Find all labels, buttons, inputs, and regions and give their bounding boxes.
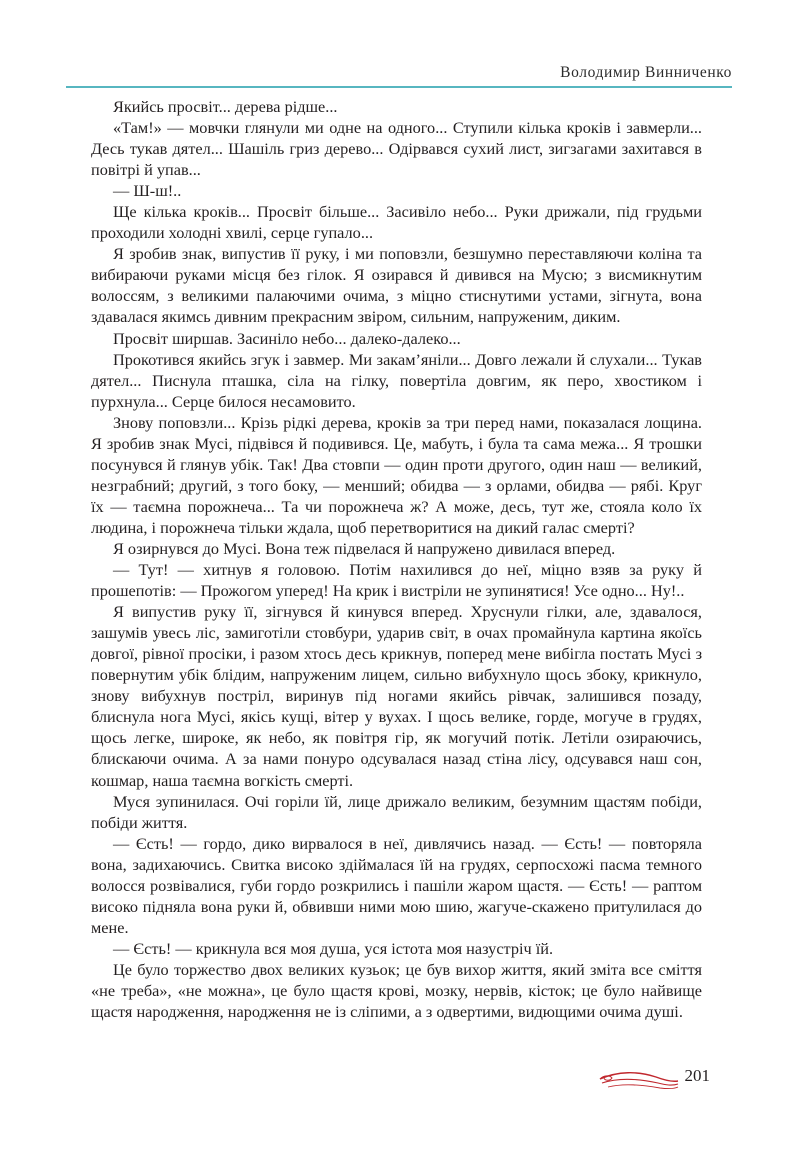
author-name: Володимир Винниченко (560, 64, 732, 81)
paragraph: Якийсь просвіт... дерева рідше... (113, 97, 338, 116)
paragraph: Знову поповзли... Крізь рідкі дерева, кроків за три перед нами, показалася лощина. Я зробив знак Мусі, підвівся й подивився. Це, мабуть, і була та сама межа... Я трошки посунувся й глянув убік. Так! Два стовпи — один проти другого, один наш — великий, незграбний; другий, з того боку, — менший; обидва — з орлами, обидва — рябі. Круг їх — таємна порожнеча... Та чи порожнеча ж? А може, десь, тут же, стояла коло їх людина, і порожнеча тільки ждала, щоб перетворитися на дикий галас смерті? (91, 412, 702, 537)
paragraph: — Тут! — хитнув я головою. Потім нахилився до неї, міцно взяв за руку й прошепотів: — Прожогом уперед! На крик і вистріли не зупинятися! Усе одно... Ну!.. (91, 560, 702, 601)
header-divider (66, 86, 732, 88)
paragraph: — Єсть! — гордо, дико вирвалося в неї, дивлячись назад. — Єсть! — повторяла вона, задихаючись. Свитка високо здіймалася їй на грудях, серпосхожі пасма темного волосся розвівалися, губи гордо розкрились і пашіли жаром щастя. — Єсть! — раптом високо підняла вона руки й, обвивши ними мою шию, жагуче-скажено притулилася до мене. (91, 833, 702, 937)
paragraph: Я озирнувся до Мусі. Вона теж підвелася й напружено дивилася вперед. (113, 538, 616, 558)
flourish-ornament-icon (598, 1069, 680, 1093)
paragraph: Це було торжество двох великих кузьок; це був вихор життя, який зміта все сміття «не треба», «не можна», це було щастя крові, мозку, нервів, кісток; це було найвище щастя народження, народження не із сліпими, а з одвертими, видющими очима душі. (91, 959, 702, 1022)
paragraph: Ще кілька кроків... Просвіт більше... Засивіло небо... Руки дрижали, під грудьми проходили холодні хвилі, серце гупало... (91, 202, 702, 243)
running-header (66, 58, 732, 84)
page-number: 201 (684, 1066, 710, 1085)
paragraph: «Там!» — мовчки глянули ми одне на одного... Ступили кілька кроків і завмерли... Десь тукав дятел... Шашіль гриз дерево... Одірвався сухий лист, зигзагами захитався в повітрі й упав... (91, 118, 702, 180)
paragraph: Прокотився якийсь згук і завмер. Ми закам’яніли... Довго лежали й слухали... Тукав дятел... Писнула пташка, сіла на гілку, повертіла довгим, як перо, хвостиком і пурхнула... Серце билося несамовито. (91, 349, 702, 411)
paragraph: Я випустив руку її, зігнувся й кинувся вперед. Хруснули гілки, але, здавалося, зашумів увесь ліс, замиготіли стовбури, ударив світ, в очах промайнула картина якоїсь довгої, рівної просіки, і разом хтось десь крикнув, поперед мене вибігла постать Мусі з повернутим убік блідим, напруженим лицем, сильно вибухнуло щось збоку, крикнуло, знову вибухнув постріл, виринув під ногами якийсь рівчак, залишився позаду, блиснула нога Мусі, якісь кущі, вітер у вухах. І щось велике, горде, могуче в грудях, щось легке, широке, як небо, як повітря гір, як могучий потік. Летіли озираючись, блискаючи очима. А за нами понуро одсувалася назад стіна лісу, одсувався наш сон, кошмар, наша таємна вогкість смерті. (91, 602, 702, 790)
paragraph: Я зробив знак, випустив її руку, і ми поповзли, безшумно переставляючи коліна та вибираючи руками місця без гілок. Я озирався й дивився на Мусю; з висмикнутим волоссям, з великими палаючими очима, з міцно стиснутими устами, зігнута, вона здавалася якимсь дивним прекрасним звіром, сильним, напруженим, диким. (91, 244, 702, 327)
page-body (91, 96, 702, 1022)
page-footer (598, 1066, 718, 1094)
paragraph: Муся зупинилася. Очі горіли їй, лице дрижало великим, безумним щастям побіди, побіди життя. (91, 791, 702, 832)
paragraph: Просвіт ширшав. Засиніло небо... далеко-далеко... (113, 328, 461, 348)
paragraph: — Ш-ш!.. (113, 181, 182, 201)
paragraph: — Єсть! — крикнула вся моя душа, уся істота моя назустріч їй. (113, 938, 554, 958)
